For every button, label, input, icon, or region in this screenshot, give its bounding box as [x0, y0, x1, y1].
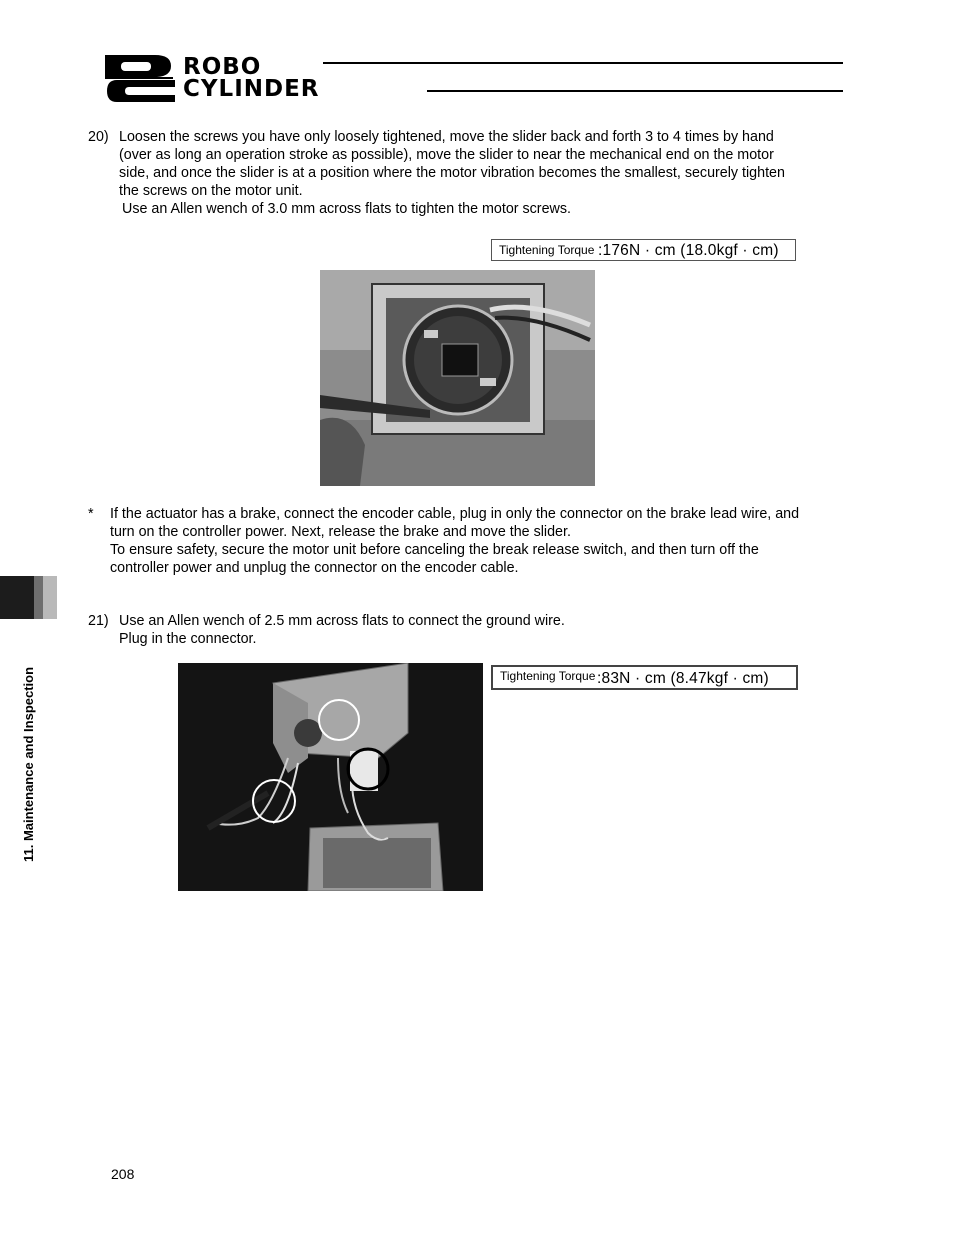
step-text-line: (over as long an operation stroke as possible), move the slider to near the mechanical end on the motor	[119, 147, 774, 163]
note-bullet: *	[88, 506, 94, 522]
ground-wire-photo	[178, 663, 483, 891]
header-rule-top	[323, 62, 843, 64]
step-21	[0, 612, 954, 652]
rc-logo-mark	[103, 53, 177, 103]
torque-value: :176N · cm (18.0kgf · cm)	[598, 242, 779, 259]
step-number: 20)	[88, 129, 109, 145]
chapter-tab	[0, 576, 34, 619]
torque-box-step21	[491, 665, 798, 690]
step-number: 21)	[88, 613, 109, 629]
torque-label: Tightening Torque	[500, 669, 596, 683]
motor-unit-photo	[320, 270, 595, 486]
step-text-line: Plug in the connector.	[119, 631, 257, 647]
note-text-line: To ensure safety, secure the motor unit before canceling the break release switch, and then turn off the	[110, 542, 759, 558]
brand-line2: CYLINDER	[183, 76, 320, 102]
brake-note	[0, 505, 954, 581]
robo-cylinder-logo	[103, 53, 843, 103]
step-text-line: the screws on the motor unit.	[119, 183, 303, 199]
header-rule-bottom	[427, 90, 843, 92]
torque-label: Tightening Torque	[499, 243, 595, 257]
chapter-tab-stripe	[34, 576, 43, 619]
step-text-line: Use an Allen wench of 2.5 mm across flats to connect the ground wire.	[119, 613, 565, 629]
note-text-line: turn on the controller power. Next, release the brake and move the slider.	[110, 524, 571, 540]
step-text-line: Loosen the screws you have only loosely tightened, move the slider back and forth 3 to 4 times by hand	[119, 129, 774, 145]
step-text-line: side, and once the slider is at a position where the motor vibration becomes the smallest, securely tighten	[119, 165, 785, 181]
step-20	[0, 128, 954, 228]
brand-line1: ROBO	[183, 54, 262, 80]
note-text-line: If the actuator has a brake, connect the encoder cable, plug in only the connector on the brake lead wire, and	[110, 506, 800, 522]
page-number: 208	[111, 1166, 135, 1182]
torque-value: :83N · cm (8.47kgf · cm)	[597, 670, 769, 687]
chapter-label: 11. Maintenance and Inspection	[21, 666, 36, 862]
torque-box-step20	[491, 239, 796, 261]
step-note: Use an Allen wench of 3.0 mm across flats to tighten the motor screws.	[122, 201, 571, 217]
note-text-line: controller power and unplug the connector on the encoder cable.	[110, 560, 519, 576]
chapter-tab-stripe-light	[43, 576, 57, 619]
